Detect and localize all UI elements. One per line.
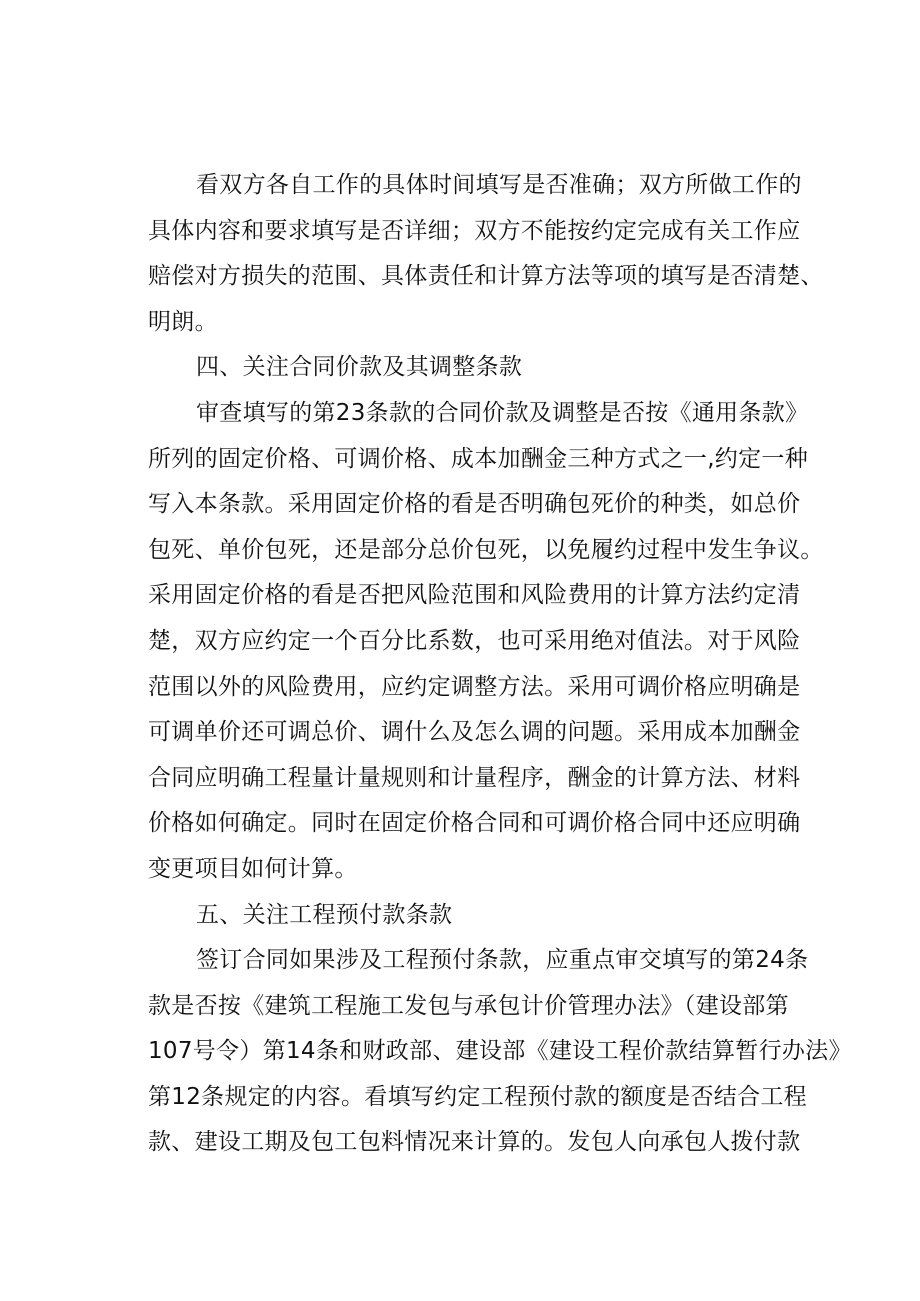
paragraph-line: 签订合同如果涉及工程预付条款，应重点审交填写的第24条 (196, 947, 809, 974)
paragraph-line: 款是否按《建筑工程施工发包与承包计价管理办法》（建设部第 (148, 992, 789, 1019)
paragraph-line: 范围以外的风险费用，应约定调整方法。采用可调价格应明确是 (148, 673, 801, 700)
paragraph-line: 合同应明确工程量计量规则和计量程序，酬金的计算方法、材料 (148, 764, 801, 791)
document-body (148, 163, 852, 1166)
paragraph-line: 采用固定价格的看是否把风险范围和风险费用的计算方法约定清 (148, 582, 801, 609)
paragraph-line: 所列的固定价格、可调价格、成本加酬金三种方式之一,约定一种 (148, 445, 809, 472)
paragraph-line: 赔偿对方损失的范围、具体责任和计算方法等项的填写是否清楚、 (148, 263, 824, 290)
paragraph-line: 具体内容和要求填写是否详细；双方不能按约定完成有关工作应 (148, 217, 801, 244)
paragraph-line: 款、建设工期及包工包料情况来计算的。发包人向承包人拨付款 (148, 1129, 801, 1156)
paragraph-line: 写入本条款。采用固定价格的看是否明确包死价的种类，如总价 (148, 491, 801, 518)
paragraph-line: 可调单价还可调总价、调什么及怎么调的问题。采用成本加酬金 (148, 719, 801, 746)
paragraph-line: 楚，双方应约定一个百分比系数，也可采用绝对值法。对于风险 (148, 627, 801, 654)
paragraph-line: 包死、单价包死，还是部分总价包死，以免履约过程中发生争议。 (148, 536, 824, 563)
paragraph-line: 看双方各自工作的具体时间填写是否准确；双方所做工作的 (196, 172, 802, 198)
paragraph-line: 107号令）第14条和财政部、建设部《建设工程价款结算暂行办法》 (148, 1038, 852, 1065)
section-heading-4: 四、关注合同价款及其调整条款 (196, 354, 523, 381)
paragraph-line: 明朗。 (148, 308, 218, 335)
paragraph-line: 第12条规定的内容。看填写约定工程预付款的额度是否结合工程 (148, 1083, 807, 1110)
section-heading-5: 五、关注工程预付款条款 (196, 901, 453, 928)
paragraph-line: 审查填写的第23条款的合同价款及调整是否按《通用条款》 (196, 399, 809, 426)
paragraph-line: 价格如何确定。同时在固定价格合同和可调价格合同中还应明确 (148, 810, 801, 837)
paragraph-line: 变更项目如何计算。 (148, 855, 358, 882)
